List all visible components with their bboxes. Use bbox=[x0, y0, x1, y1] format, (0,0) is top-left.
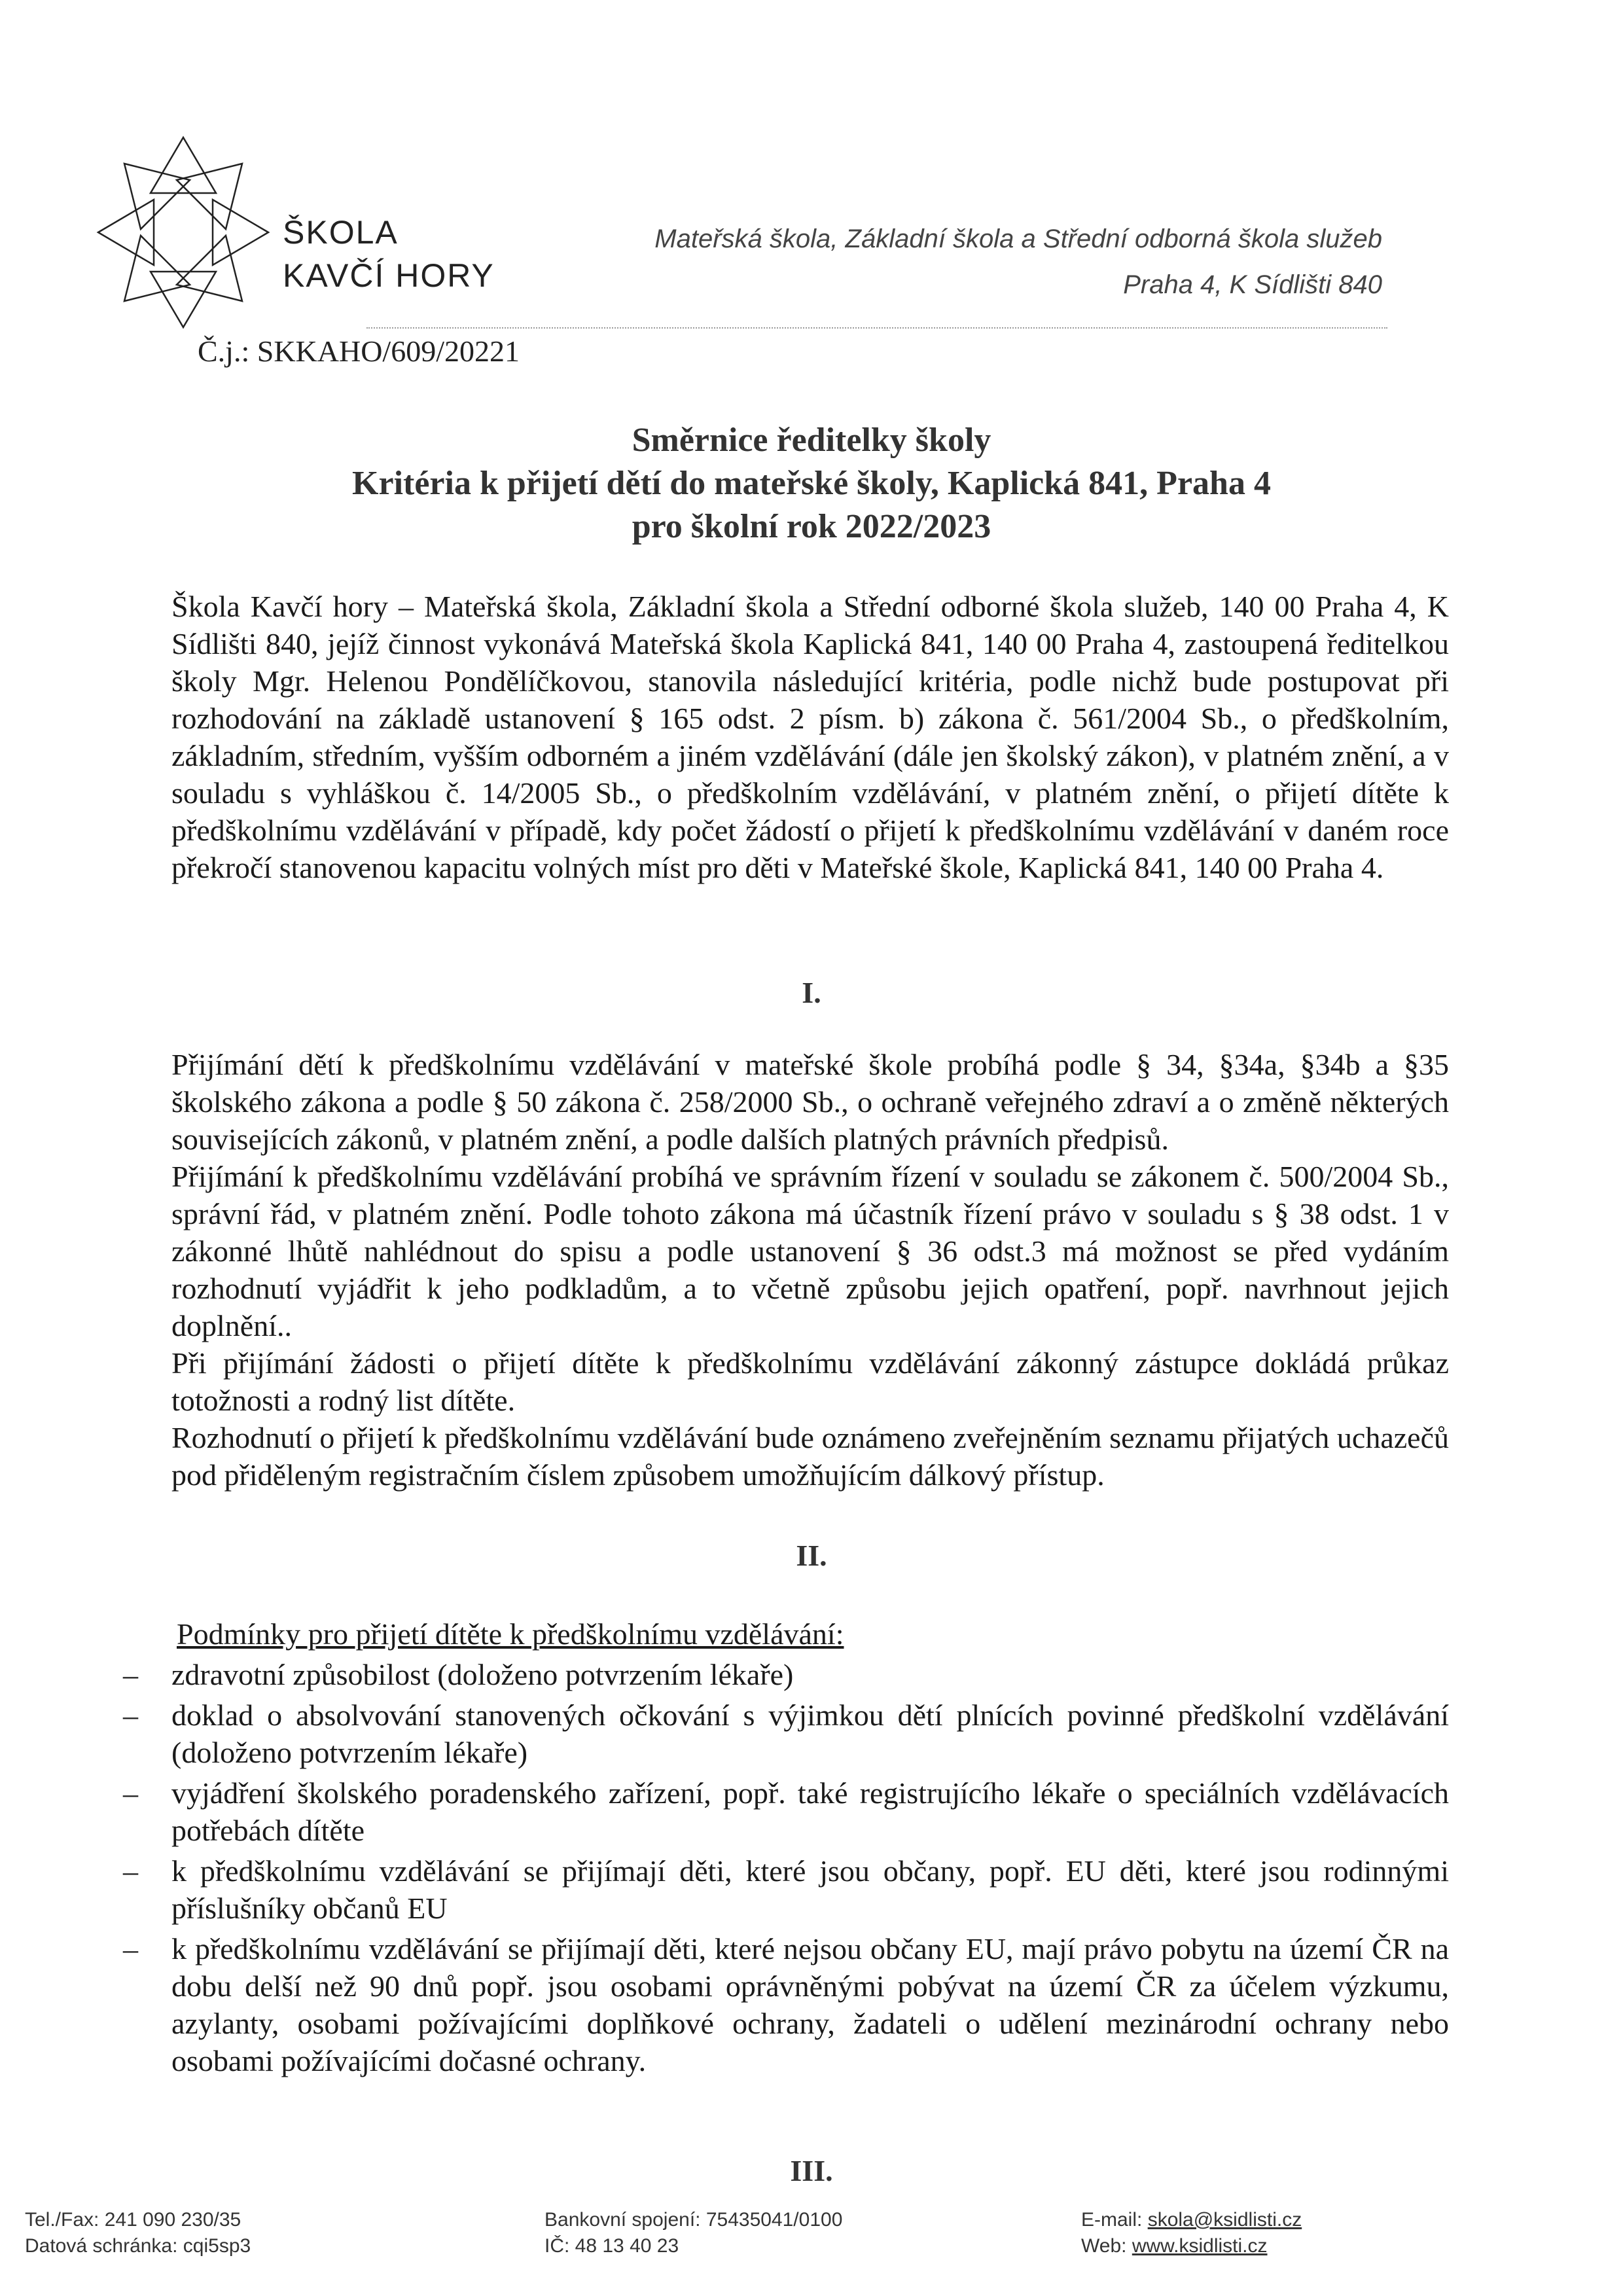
footer-ic: IČ: 48 13 40 23 bbox=[544, 2235, 679, 2257]
title-line-1: Směrnice ředitelky školy bbox=[632, 422, 991, 459]
section-1-paragraph: Přijímání k předškolnímu vzdělávání probíhá ve správním řízení v souladu se zákonem č. 500/2004 Sb., správní řád, v platném znění. Podle tohoto zákona má účastník řízení právo v souladu s § 38 odst. 1 v zákonné lhůtě nahlédnout do spisu a podle ustanovení § 36 odst.3 má možnost se před vydáním rozhodnutí vyjádřit k jeho podkladům, a to včetně způsobu jejich opatření, popř. navrhnout jejich doplnění.. bbox=[171, 1160, 1449, 1342]
footer-contact bbox=[25, 2207, 251, 2259]
web-link[interactable]: www.ksidlisti.cz bbox=[1132, 2235, 1268, 2257]
logo-text-line2: KAVČÍ HORY bbox=[283, 257, 495, 294]
org-address-line: Praha 4, K Sídlišti 840 bbox=[1123, 270, 1382, 299]
section-1-paragraph: Přijímání dětí k předškolnímu vzdělávání v mateřské škole probíhá podle § 34, §34a, §34b a §35 školského zákona a podle § 50 zákona č. 258/2000 Sb., o ochraně veřejného zdraví a o změně některých souvisejících zákonů, v platném znění, a podle dalších platných právních předpisů. bbox=[171, 1048, 1449, 1156]
email-link[interactable]: skola@ksidlisti.cz bbox=[1147, 2209, 1302, 2231]
title-line-2: Kritéria k přijetí dětí do mateřské školy, Kaplická 841, Praha 4 bbox=[352, 465, 1271, 502]
bullet-dash: – bbox=[123, 1698, 138, 1732]
document-title bbox=[0, 419, 1623, 548]
bullet-dash: – bbox=[123, 1658, 138, 1691]
logo-text-line1: ŠKOLA bbox=[283, 214, 399, 251]
condition-text: doklad o absolvování stanovených očkování s výjimkou dětí plnících povinné předškolní vzdělávání (doloženo potvrzením lékaře) bbox=[171, 1698, 1449, 1769]
footer-bank bbox=[544, 2207, 842, 2259]
section-3-heading: III. bbox=[790, 2154, 833, 2187]
list-item bbox=[118, 1774, 1449, 1849]
footer-databox: Datová schránka: cqi5sp3 bbox=[25, 2235, 251, 2257]
condition-text: vyjádření školského poradenského zařízení, popř. také registrujícího lékaře o speciálních vzdělávacích potřebách dítěte bbox=[171, 1776, 1449, 1847]
condition-text: zdravotní způsobilost (doloženo potvrzením lékaře) bbox=[171, 1658, 794, 1691]
list-item bbox=[118, 1656, 1449, 1693]
intro-paragraph: Škola Kavčí hory – Mateřská škola, Základní škola a Střední odborné škola služeb, 140 00 Praha 4, K Sídlišti 840, jejíž činnost vykonává Mateřská škola Kaplická 841, 140 00 Praha 4, zastoupená ředitelkou školy Mgr. Helenou Pondělíčkovou, stanovila následující kritéria, podle nichž bude postupovat při rozhodování na základě ustanovení § 165 odst. 2 písm. b) zákona č. 561/2004 Sb., o předškolním, základním, středním, vyšším odborném a jiném vzdělávání (dále jen školský zákon), v platném znění, a v souladu s vyhláškou č. 14/2005 Sb., o předškolním vzdělávání, v platném znění, o přijetí dítěte k předškolnímu vzdělávání v případě, kdy počet žádostí o přijetí k předškolnímu vzdělávání v daném roce překročí stanovenou kapacitu volných míst pro děti v Mateřské škole, Kaplická 841, 140 00 Praha 4. bbox=[171, 590, 1449, 884]
school-logo-star bbox=[85, 124, 281, 340]
list-item bbox=[118, 1852, 1449, 1927]
conditions-list bbox=[118, 1656, 1449, 2083]
condition-text: k předškolnímu vzdělávání se přijímají děti, které nejsou občany EU, mají právo pobytu na území ČR na dobu delší než 90 dnů popř. jsou osobami oprávněnými pobývat na území ČR za účelem výzkumu, azylanty, osobami požívajícími doplňkové ochrany, žadateli o udělení mezinárodní ochrany nebo osobami požívajícími dočasné ochrany. bbox=[171, 1932, 1449, 2077]
email-label: E-mail: bbox=[1081, 2209, 1148, 2231]
list-item bbox=[118, 1696, 1449, 1771]
org-name-line: Mateřská škola, Základní škola a Střední odborná škola služeb bbox=[654, 224, 1382, 253]
organization-name bbox=[654, 216, 1382, 308]
section-1-paragraph: Rozhodnutí o přijetí k předškolnímu vzdělávání bude oznámeno zveřejněním seznamu přijatých uchazečů pod přiděleným registračním číslem způsobem umožňujícím dálkový přístup. bbox=[171, 1421, 1449, 1492]
title-line-3: pro školní rok 2022/2023 bbox=[632, 508, 991, 545]
section-2-heading: II. bbox=[796, 1539, 827, 1572]
reference-number: Č.j.: SKKAHO/609/20221 bbox=[198, 334, 520, 368]
list-item bbox=[118, 1930, 1449, 2079]
section-1-body bbox=[171, 1046, 1449, 1494]
footer-bank-account: Bankovní spojení: 75435041/0100 bbox=[544, 2209, 843, 2231]
section-1-heading: I. bbox=[802, 976, 821, 1009]
web-label: Web: bbox=[1081, 2235, 1132, 2257]
logo-text bbox=[283, 211, 495, 297]
bullet-dash: – bbox=[123, 1932, 138, 1965]
section-1-paragraph: Při přijímání žádosti o přijetí dítěte k předškolnímu vzdělávání zákonný zástupce dokládá průkaz totožnosti a rodný list dítěte. bbox=[171, 1346, 1449, 1417]
footer-phone: Tel./Fax: 241 090 230/35 bbox=[25, 2209, 241, 2231]
bullet-dash: – bbox=[123, 1776, 138, 1810]
footer-online bbox=[1081, 2207, 1302, 2259]
bullet-dash: – bbox=[123, 1854, 138, 1888]
condition-text: k předškolnímu vzdělávání se přijímají děti, které jsou občany, popř. EU děti, které jsou rodinnými příslušníky občanů EU bbox=[171, 1854, 1449, 1925]
conditions-heading: Podmínky pro přijetí dítěte k předškolnímu vzdělávání: bbox=[177, 1617, 844, 1651]
header-divider bbox=[366, 327, 1387, 329]
